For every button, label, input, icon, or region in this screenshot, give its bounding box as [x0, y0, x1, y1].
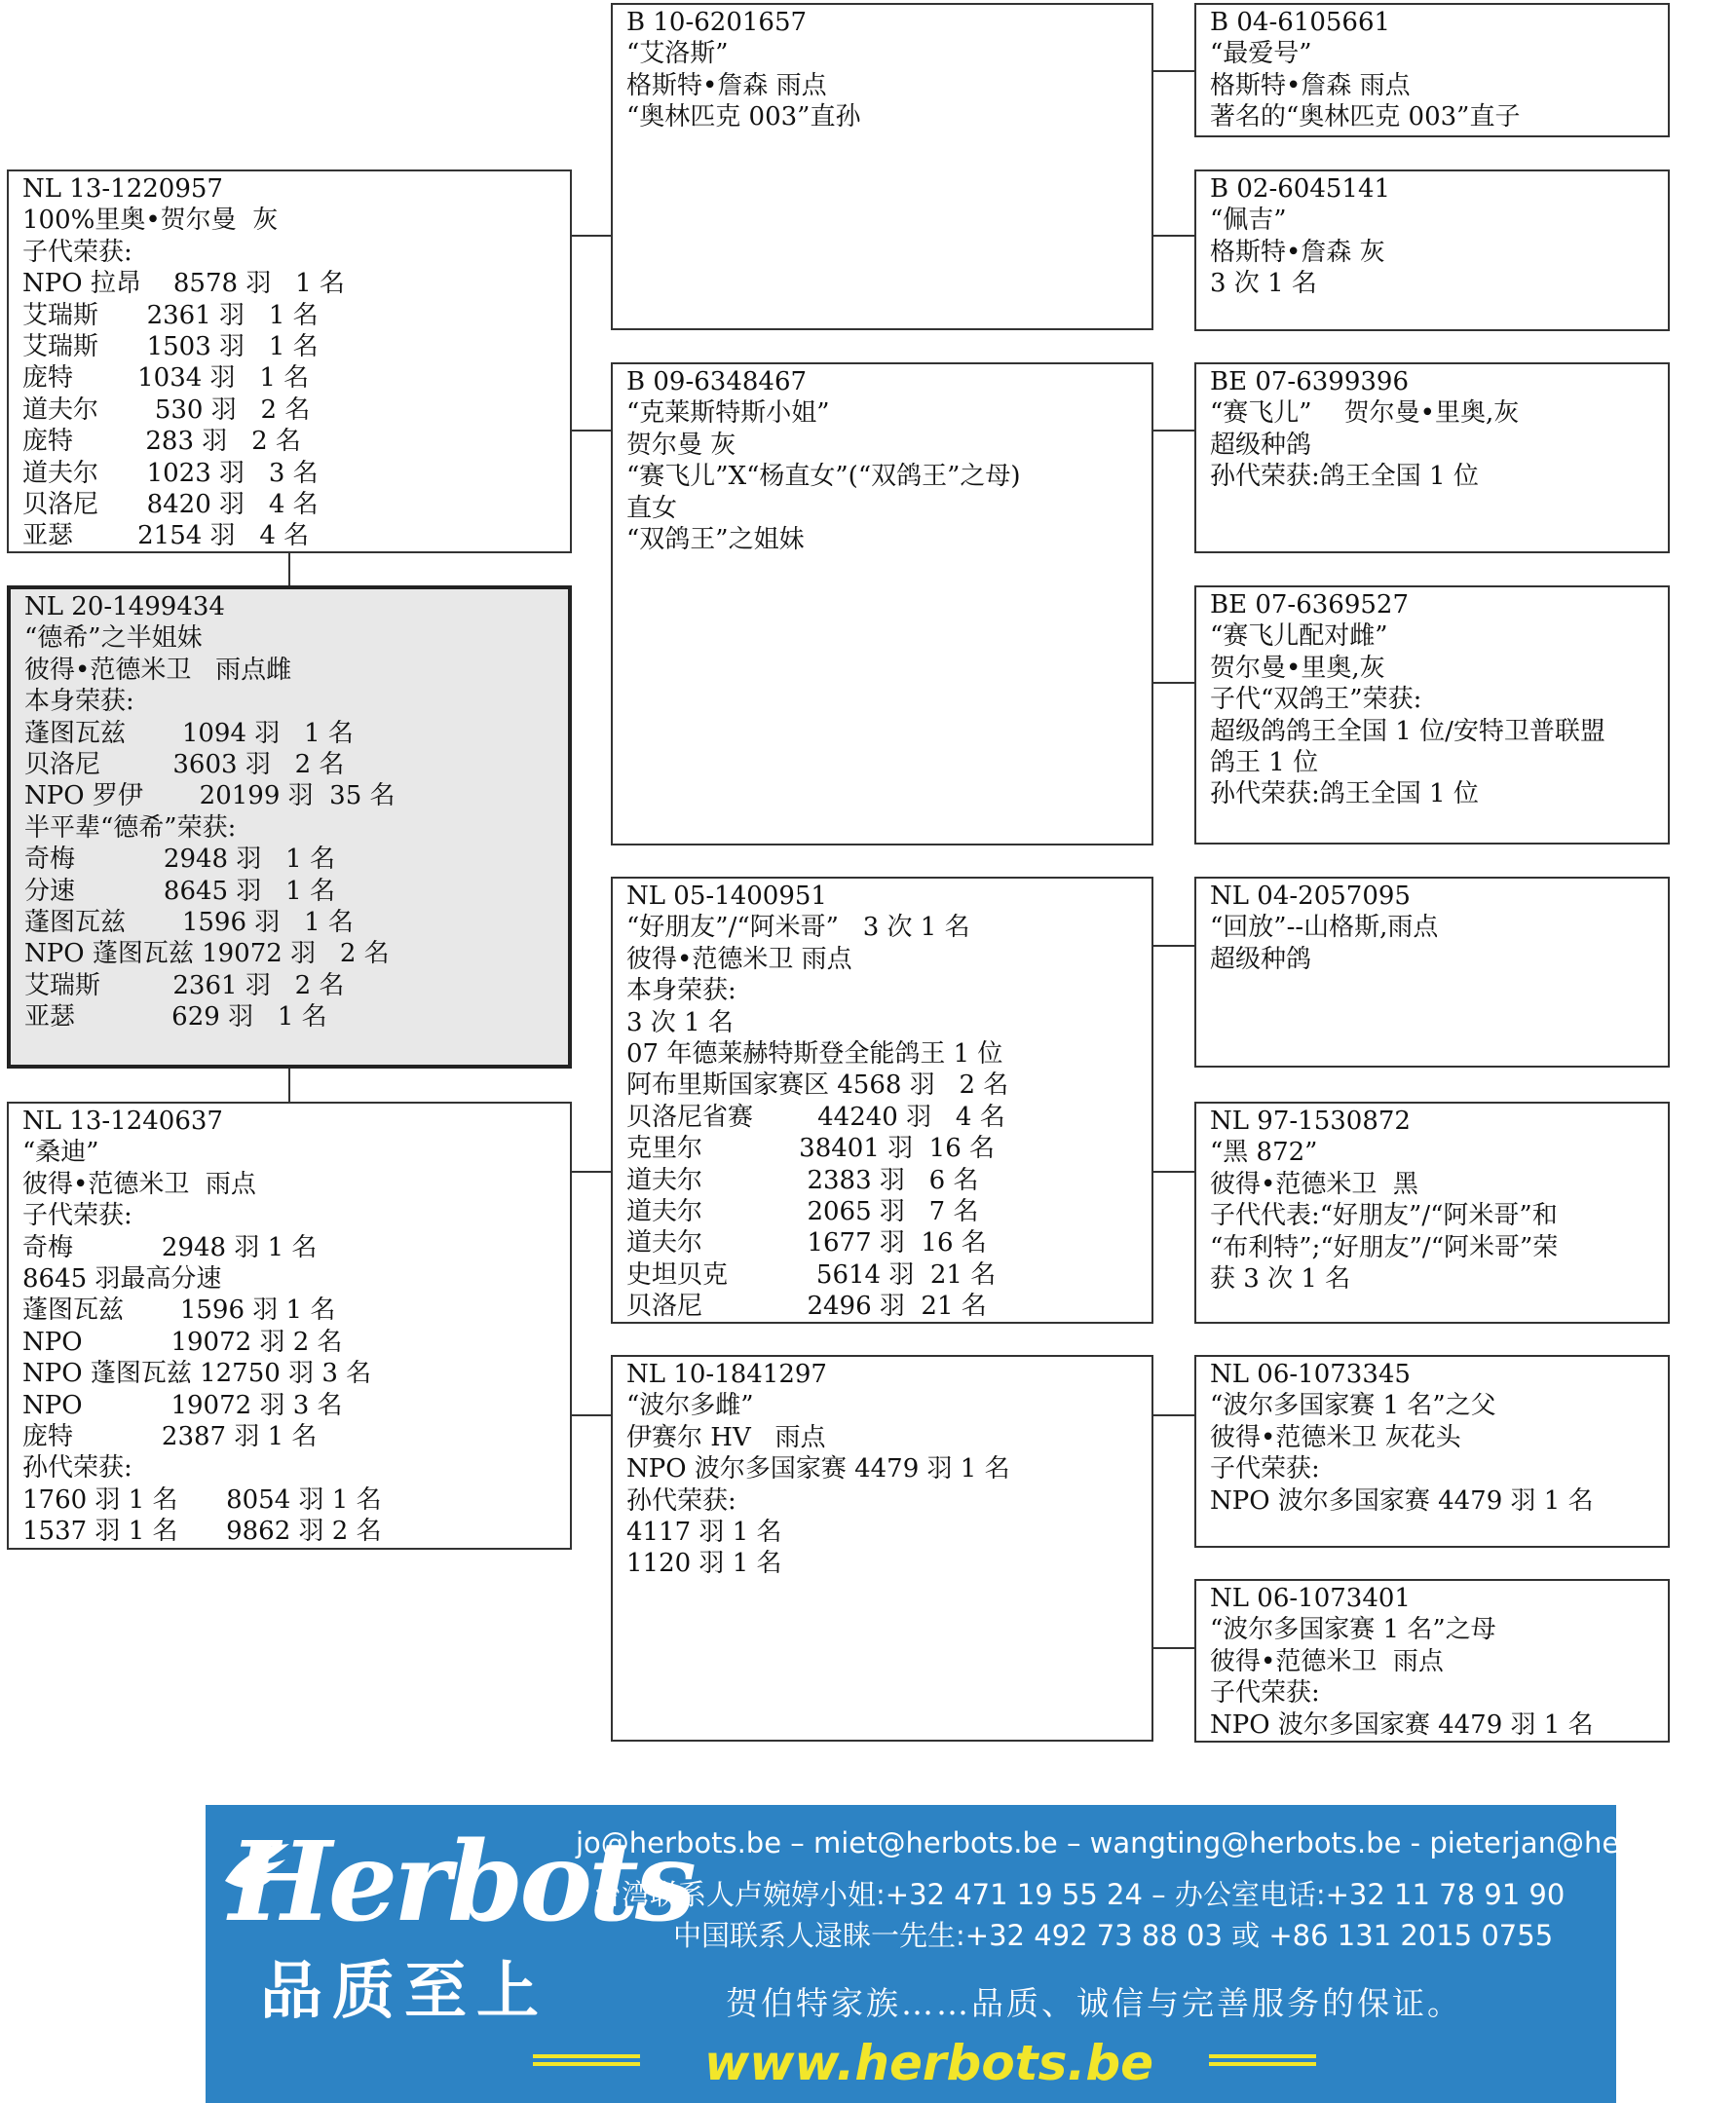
pedigree-line: 贝洛尼 2496 羽 21 名 — [626, 1292, 987, 1322]
pedigree-line: NPO 波尔多国家赛 4479 羽 1 名 — [626, 1454, 1010, 1484]
ring-number: NL 04-2057095 — [1210, 882, 1411, 911]
connector-line — [288, 553, 290, 585]
pedigree-line: “赛飞儿” 贺尔曼•里奥,灰 — [1210, 398, 1520, 429]
pedigree-box-sire-dam-dam — [1194, 585, 1670, 845]
pedigree-line: “波尔多国家赛 1 名”之母 — [1210, 1615, 1496, 1645]
connector-line — [1153, 682, 1194, 684]
pedigree-line: “克莱斯特斯小姐” — [626, 398, 830, 429]
pedigree-line: 艾瑞斯 2361 羽 2 名 — [24, 970, 345, 1000]
ring-number: BE 07-6399396 — [1210, 367, 1410, 396]
ring-number: NL 10-1841297 — [626, 1360, 827, 1389]
pedigree-line: 子代荣获: — [1210, 1454, 1320, 1484]
decorative-dash-right — [1209, 2054, 1316, 2058]
herbots-logo: Herbots — [229, 1819, 693, 1946]
ring-number: NL 13-1220957 — [22, 174, 223, 204]
pedigree-line: “双鸽王”之姐妹 — [626, 524, 805, 554]
contact-taiwan: 台湾联系人卢婉婷小姐:+32 471 19 55 24 – 办公室电话:+32 11 78 91 90 — [593, 1878, 1566, 1911]
pedigree-box-dam-dam-dam — [1194, 1579, 1670, 1743]
pedigree-line: 孙代荣获:鸽王全国 1 位 — [1210, 462, 1479, 492]
connector-line — [1153, 1171, 1194, 1173]
pedigree-line: “回放”--山格斯,雨点 — [1210, 913, 1439, 943]
pedigree-line: 蓬图瓦兹 1094 羽 1 名 — [24, 718, 354, 748]
pedigree-line: 庞特 1034 羽 1 名 — [22, 363, 310, 394]
ring-number: BE 07-6369527 — [1210, 590, 1410, 620]
pedigree-line: 4117 羽 1 名 — [626, 1517, 782, 1547]
pedigree-line: “赛飞儿”X“杨直女”(“双鸽王”之母) — [626, 462, 1021, 492]
slogan: 品质至上 — [260, 1955, 548, 2028]
pedigree-line: 亚瑟 2154 羽 4 名 — [22, 521, 310, 551]
ring-number: NL 06-1073401 — [1210, 1584, 1411, 1613]
pedigree-line: 道夫尔 530 羽 2 名 — [22, 394, 311, 425]
pedigree-line: 获 3 次 1 名 — [1210, 1263, 1351, 1294]
connector-line — [1153, 1414, 1194, 1416]
pedigree-box-sire-dam — [611, 362, 1153, 845]
pedigree-line: 贺尔曼 灰 — [626, 430, 736, 460]
pedigree-line: 1120 羽 1 名 — [626, 1549, 782, 1579]
pedigree-line: NPO 19072 羽 3 名 — [22, 1390, 343, 1420]
pedigree-line: 贝洛尼 8420 羽 4 名 — [22, 489, 319, 519]
decorative-dash-left — [533, 2062, 640, 2066]
pedigree-line: “最爱号” — [1210, 39, 1312, 69]
pedigree-line: NPO 19072 羽 2 名 — [22, 1327, 343, 1357]
pedigree-line: 道夫尔 1023 羽 3 名 — [22, 458, 319, 488]
pedigree-box-sire — [7, 169, 572, 553]
ring-number: NL 06-1073345 — [1210, 1360, 1411, 1389]
connector-line — [1153, 945, 1194, 947]
pedigree-box-dam-sire — [611, 877, 1153, 1324]
pedigree-line: 奇梅 2948 羽 1 名 — [22, 1232, 318, 1262]
connector-line — [1153, 430, 1194, 432]
pedigree-line: 贺尔曼•里奥,灰 — [1210, 653, 1385, 683]
connector-line — [572, 235, 611, 237]
connector-line — [1153, 1647, 1194, 1649]
pedigree-line: 史坦贝克 5614 羽 21 名 — [626, 1259, 997, 1290]
pedigree-line: 1537 羽 1 名 9862 羽 2 名 — [22, 1517, 382, 1547]
pedigree-line: 艾瑞斯 1503 羽 1 名 — [22, 331, 319, 361]
pedigree-line: NPO 波尔多国家赛 4479 羽 1 名 — [1210, 1709, 1594, 1740]
pedigree-line: 本身荣获: — [626, 976, 736, 1006]
pedigree-line: 8645 羽最高分速 — [22, 1263, 222, 1294]
pedigree-line: 子代“双鸽王”荣获: — [1210, 685, 1422, 715]
pedigree-line: 直女 — [626, 493, 678, 523]
connector-line — [1153, 235, 1194, 237]
pedigree-line: “黑 872” — [1210, 1138, 1318, 1168]
pedigree-line: NPO 蓬图瓦兹 19072 羽 2 名 — [24, 939, 390, 969]
pedigree-box-dam-dam-sire — [1194, 1355, 1670, 1548]
pedigree-line: NPO 拉昂 8578 羽 1 名 — [22, 269, 345, 299]
pedigree-line: 蓬图瓦兹 1596 羽 1 名 — [22, 1296, 336, 1326]
pedigree-line: 07 年德莱赫特斯登全能鸽王 1 位 — [626, 1038, 1003, 1069]
ring-number: NL 05-1400951 — [626, 882, 827, 911]
ring-number: B 02-6045141 — [1210, 174, 1391, 204]
pedigree-box-sire-sire-dam — [1194, 169, 1670, 331]
connector-line — [288, 1069, 290, 1102]
pedigree-line: 3 次 1 名 — [1210, 269, 1317, 299]
pedigree-line: 格斯特•詹森 雨点 — [1210, 70, 1411, 100]
pedigree-line: 超级鸽鸽王全国 1 位/安特卫普联盟 — [1210, 716, 1605, 746]
pedigree-line: 子代代表:“好朋友”/“阿米哥”和 — [1210, 1201, 1558, 1231]
contact-china: 中国联系人逯睐一先生:+32 492 73 88 03 或 +86 131 2015 0755 — [673, 1919, 1554, 1952]
pedigree-line: “好朋友”/“阿米哥” 3 次 1 名 — [626, 913, 970, 943]
pedigree-box-dam-dam — [611, 1355, 1153, 1742]
pedigree-line: 奇梅 2948 羽 1 名 — [24, 845, 335, 875]
connector-line — [1153, 70, 1194, 72]
connector-line — [572, 1414, 611, 1416]
decorative-dash-right — [1209, 2062, 1316, 2066]
pedigree-line: 贝洛尼 3603 羽 2 名 — [24, 749, 345, 779]
pedigree-line: 分速 8645 羽 1 名 — [24, 876, 335, 906]
pedigree-line: 超级种鸽 — [1210, 430, 1312, 460]
pedigree-line: 伊赛尔 HV 雨点 — [626, 1422, 826, 1452]
pedigree-line: 半平辈“德希”荣获: — [24, 812, 237, 843]
pedigree-line: 孙代荣获:鸽王全国 1 位 — [1210, 779, 1479, 809]
pedigree-line: “波尔多雌” — [626, 1391, 754, 1421]
ring-number: NL 13-1240637 — [22, 1107, 223, 1136]
connector-line — [572, 1171, 611, 1173]
pedigree-line: 超级种鸽 — [1210, 944, 1312, 974]
pedigree-line: “德希”之半姐妹 — [24, 623, 203, 654]
ring-number: B 09-6348467 — [626, 367, 808, 396]
pedigree-line: 鸽王 1 位 — [1210, 747, 1319, 777]
pedigree-line: 3 次 1 名 — [626, 1007, 734, 1037]
pedigree-box-sire-sire — [611, 3, 1153, 330]
pedigree-line: 蓬图瓦兹 1596 羽 1 名 — [24, 907, 354, 937]
pedigree-line: 格斯特•詹森 灰 — [1210, 237, 1385, 267]
pedigree-line: 孙代荣获: — [626, 1485, 736, 1516]
pedigree-line: 本身荣获: — [24, 687, 134, 717]
decorative-dash-left — [533, 2054, 640, 2058]
pedigree-box-sire-dam-sire — [1194, 362, 1670, 553]
pedigree-line: NPO 蓬图瓦兹 12750 羽 3 名 — [22, 1359, 372, 1389]
pedigree-line: 彼得•范德米卫 雨点 — [626, 944, 852, 974]
pedigree-line: “佩吉” — [1210, 206, 1287, 236]
pedigree-line: 子代荣获: — [22, 237, 132, 267]
pedigree-line: 贝洛尼省赛 44240 羽 4 名 — [626, 1102, 1005, 1132]
pedigree-line: 格斯特•詹森 雨点 — [626, 70, 827, 100]
ring-number: B 04-6105661 — [1210, 8, 1391, 37]
pedigree-line: 子代荣获: — [1210, 1678, 1320, 1709]
pedigree-line: “赛飞儿配对雌” — [1210, 621, 1388, 652]
pedigree-line: 艾瑞斯 2361 羽 1 名 — [22, 300, 319, 330]
pedigree-line: NPO 波尔多国家赛 4479 羽 1 名 — [1210, 1485, 1594, 1516]
connector-line — [572, 430, 611, 432]
pedigree-line: 道夫尔 1677 羽 16 名 — [626, 1228, 987, 1258]
pedigree-line: 100%里奥•贺尔曼 灰 — [22, 206, 279, 236]
pedigree-line: 亚瑟 629 羽 1 名 — [24, 1002, 327, 1033]
pedigree-line: 彼得•范德米卫 灰花头 — [1210, 1422, 1461, 1452]
pedigree-box-dam — [7, 1102, 572, 1550]
pedigree-line: “布利特”;“好朋友”/“阿米哥”荣 — [1210, 1232, 1559, 1262]
pedigree-line: 道夫尔 2065 羽 7 名 — [626, 1196, 979, 1226]
pedigree-line: 彼得•范德米卫 雨点 — [22, 1169, 256, 1199]
pedigree-line: 彼得•范德米卫 雨点 — [1210, 1646, 1444, 1676]
website-link[interactable]: www.herbots.be — [704, 2035, 1154, 2091]
pedigree-line: 阿布里斯国家赛区 4568 羽 2 名 — [626, 1070, 1009, 1101]
pedigree-line: 庞特 283 羽 2 名 — [22, 427, 301, 457]
pedigree-box-subject — [7, 585, 572, 1069]
pedigree-line: 道夫尔 2383 羽 6 名 — [626, 1165, 979, 1195]
ring-number: NL 97-1530872 — [1210, 1107, 1411, 1136]
pedigree-line: 彼得•范德米卫 雨点雌 — [24, 655, 292, 685]
pedigree-line: “艾洛斯” — [626, 39, 729, 69]
pedigree-box-dam-sire-dam — [1194, 1102, 1670, 1324]
pedigree-line: 1760 羽 1 名 8054 羽 1 名 — [22, 1484, 382, 1515]
pedigree-line: 彼得•范德米卫 黑 — [1210, 1169, 1418, 1199]
pedigree-box-sire-sire-sire — [1194, 3, 1670, 137]
motto: 贺伯特家族……品质、诚信与完善服务的保证。 — [726, 1984, 1462, 2022]
contact-emails: jo@herbots.be – miet@herbots.be – wangting@herbots.be - pieterjan@herbots.be — [576, 1826, 1736, 1859]
pedigree-line: 子代荣获: — [22, 1201, 132, 1231]
pedigree-line: “波尔多国家赛 1 名”之父 — [1210, 1391, 1496, 1421]
ring-number: B 10-6201657 — [626, 8, 808, 37]
pedigree-line: 孙代荣获: — [22, 1453, 132, 1483]
pedigree-line: NPO 罗伊 20199 羽 35 名 — [24, 781, 396, 811]
herbots-banner — [206, 1805, 1736, 2103]
pedigree-line: 克里尔 38401 羽 16 名 — [626, 1134, 996, 1164]
pedigree-line: 著名的“奥林匹克 003”直子 — [1210, 102, 1521, 132]
pedigree-box-dam-sire-sire — [1194, 877, 1670, 1068]
pedigree-line: “奥林匹克 003”直孙 — [626, 102, 861, 132]
pedigree-line: “桑迪” — [22, 1138, 99, 1168]
ring-number: NL 20-1499434 — [24, 592, 225, 621]
pedigree-line: 庞特 2387 羽 1 名 — [22, 1421, 318, 1451]
